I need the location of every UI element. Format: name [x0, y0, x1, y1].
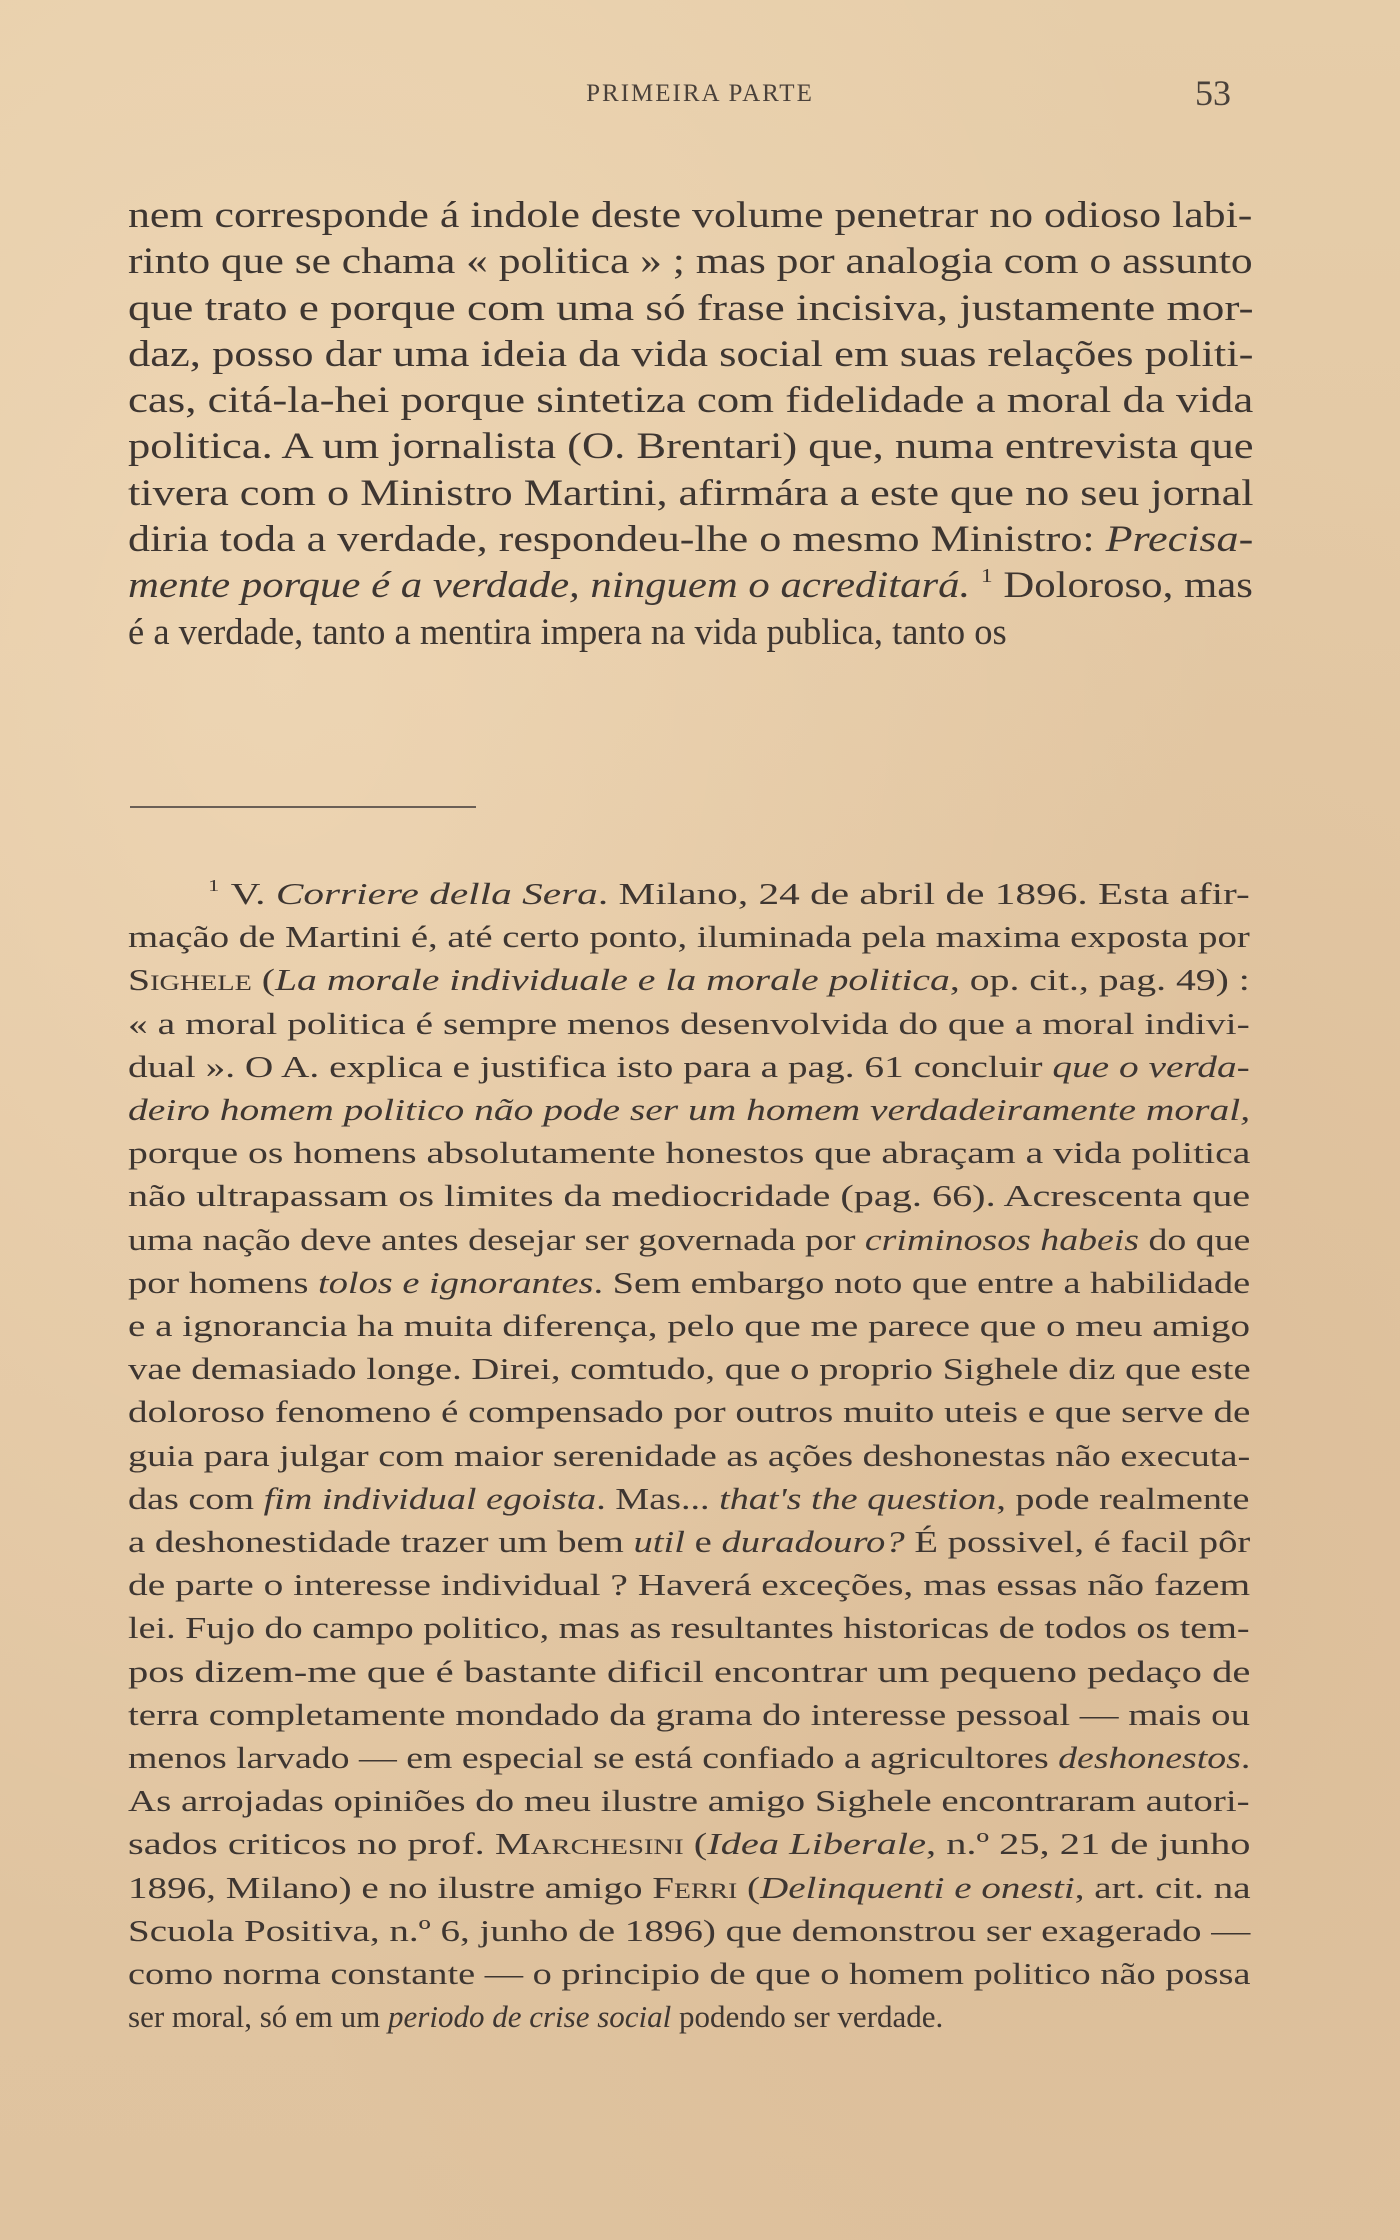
text-run: uma nação deve antes desejar ser governada por: [128, 1221, 865, 1257]
text-run: porque os homens absolutamente honestos que abraçam a vida politica: [128, 1135, 1251, 1171]
italic-text: util: [633, 1524, 685, 1560]
footnote-line: [128, 1218, 1250, 1261]
page-number: 53: [1195, 73, 1231, 113]
footnote-line: [128, 1952, 1250, 1995]
footnote-number: 1: [207, 876, 231, 896]
text-run: (: [737, 1869, 760, 1905]
text-run: (: [251, 962, 275, 998]
small-caps-name: Ferri: [652, 1869, 738, 1905]
running-head: PRIMEIRA PARTE: [586, 80, 814, 107]
text-run: como norma constante — o principio de que o homem politico não possa: [128, 1956, 1251, 1992]
body-line: [128, 377, 1253, 423]
text-run: , pode realmente: [996, 1480, 1250, 1516]
footnote-line: [128, 1606, 1250, 1649]
footnote-line: [128, 1909, 1250, 1952]
text-run: lei. Fujo do campo politico, mas as resultantes historicas de todos os tem-: [128, 1610, 1250, 1646]
body-line: [128, 516, 1253, 562]
footnote-block: [128, 872, 1250, 2038]
text-run: Scuola Positiva, n.º 6, junho de 1896) que demonstrou ser exagerado —: [128, 1912, 1251, 1948]
text-run: terra completamente mondado da grama do interesse pessoal — mais ou: [128, 1696, 1250, 1732]
text-run: tivera com o Ministro Martini, afirmára a este que no seu jornal: [128, 471, 1254, 513]
text-run: . Sem embargo noto que entre a habilidade: [593, 1264, 1251, 1300]
footnote-line: [128, 1477, 1250, 1520]
text-run: , n.º 25, 21 de junho: [926, 1826, 1251, 1862]
footnote-line: [128, 1563, 1250, 1606]
body-line: [128, 238, 1253, 284]
text-run: , op. cit., pag. 49) :: [949, 962, 1250, 998]
body-line: [128, 423, 1253, 469]
text-run: [970, 564, 981, 605]
small-caps-name: Marchesini: [494, 1826, 684, 1862]
text-run: guia para julgar com maior serenidade as ações deshonestas não executa-: [128, 1437, 1251, 1473]
text-run: menos larvado — em especial se está confiado a agricultores: [128, 1740, 1059, 1776]
text-run: não ultrapassam os limites da mediocridade (pag. 66). Acrescenta que: [128, 1178, 1251, 1214]
text-run: por homens: [128, 1264, 319, 1300]
text-run: do que: [1139, 1221, 1251, 1257]
italic-text: Corriere della Sera: [275, 876, 598, 911]
text-run: .: [1240, 1740, 1251, 1776]
footnote-line: [128, 1088, 1250, 1131]
footnote-line: [128, 1390, 1250, 1433]
text-run: que trato e porque com uma só frase incisiva, justamente mor-: [128, 286, 1254, 328]
italic-text: periodo de crise social: [388, 1999, 672, 2035]
body-line: [128, 192, 1253, 238]
text-run: dual ». O A. explica e justifica isto para a pag. 61 concluir: [128, 1048, 1053, 1084]
text-run: rinto que se chama « politica » ; mas por analogia com o assunto: [128, 240, 1253, 282]
footnote-line: [128, 1520, 1250, 1563]
italic-text: Delinquenti e onesti: [759, 1869, 1075, 1905]
text-run: 1896, Milano) e no ilustre amigo: [128, 1869, 653, 1905]
small-caps-name: Sighele: [128, 962, 252, 998]
text-run: As arrojadas opiniões do meu ilustre amigo Sighele encontraram autori-: [128, 1783, 1250, 1819]
text-run: de parte o interesse individual ? Haverá exceções, mas essas não fazem: [128, 1567, 1251, 1603]
footnote-line: [128, 1779, 1250, 1822]
text-run: é a verdade, tanto a mentira impera na vida publica, tanto os: [128, 610, 1007, 652]
text-run: mação de Martini é, até certo ponto, iluminada pela maxima exposta por: [128, 919, 1250, 955]
text-run: diria toda a verdade, respondeu-lhe o mesmo Ministro:: [128, 518, 1106, 560]
italic-text: tolos e ignorantes: [318, 1264, 594, 1300]
text-run: . Milano, 24 de abril de 1896. Esta afir-: [597, 876, 1250, 911]
footnote-line: [128, 1304, 1250, 1347]
footnote-line: [128, 1650, 1250, 1693]
text-run: ser moral, só em um: [128, 1999, 389, 2035]
body-line: [128, 285, 1253, 331]
text-run: doloroso fenomeno é compensado por outros muito uteis e que serve de: [128, 1394, 1251, 1430]
italic-text: Idea Liberale: [707, 1826, 927, 1862]
footnote-line: [128, 872, 1330, 915]
italic-text: mente porque é a verdade, ninguem o acreditará.: [128, 564, 971, 606]
footnote-line: [128, 1347, 1250, 1390]
footnote-line: [128, 1693, 1250, 1736]
text-run: e a ignorancia ha muita diferença, pelo que me parece que o meu amigo: [128, 1308, 1251, 1344]
italic-text: criminosos habeis: [864, 1221, 1140, 1257]
body-line: [128, 609, 1253, 655]
text-run: das com: [128, 1480, 264, 1516]
text-run: nem corresponde á indole deste volume penetrar no odioso labi-: [128, 194, 1253, 235]
footnote-line: [128, 1002, 1250, 1045]
text-run: podendo ser verdade.: [671, 1999, 944, 2035]
footnote-line: [128, 1866, 1250, 1909]
text-run: daz, posso dar uma ideia da vida social em suas relações politi-: [128, 332, 1254, 374]
footnote-reference: 1: [980, 565, 993, 588]
text-run: V.: [230, 876, 276, 911]
italic-text: deshonestos: [1058, 1740, 1241, 1776]
italic-text: Precisa-: [1105, 518, 1254, 560]
body-line: [128, 331, 1253, 377]
italic-text: deiro homem politico não pode ser um homem verdadeiramente moral,: [128, 1092, 1251, 1128]
text-run: . Mas...: [596, 1480, 720, 1516]
footnote-line: [128, 915, 1250, 958]
footnote-line: [128, 1434, 1250, 1477]
footnote-line: [128, 1736, 1250, 1779]
text-run: É possivel, é facil pôr: [904, 1524, 1251, 1560]
footnote-line: [128, 1261, 1250, 1304]
footnote-line: [128, 1995, 1250, 2038]
footnote-line: [128, 1131, 1250, 1174]
text-run: cas, citá-la-hei porque sintetiza com fidelidade a moral da vida: [128, 379, 1254, 421]
text-run: pos dizem-me que é bastante dificil encontrar um pequeno pedaço de: [128, 1653, 1251, 1689]
text-run: vae demasiado longe. Direi, comtudo, que o proprio Sighele diz que este: [128, 1351, 1251, 1387]
text-run: « a moral politica é sempre menos desenvolvida do que a moral indivi-: [128, 1005, 1250, 1041]
main-paragraph: [128, 192, 1253, 655]
text-run: , art. cit. na: [1074, 1869, 1251, 1905]
italic-text: duradouro?: [721, 1524, 905, 1560]
footnote-line: [128, 958, 1250, 1001]
text-run: e: [684, 1524, 722, 1560]
italic-text: que o verda-: [1052, 1048, 1250, 1084]
italic-text: La morale individuale e la morale politica: [274, 962, 950, 998]
footnote-line: [128, 1822, 1250, 1865]
text-run: (: [683, 1826, 708, 1862]
italic-text: fim individual egoista: [263, 1480, 597, 1516]
body-line: [128, 470, 1253, 516]
body-line: [128, 562, 1253, 608]
text-run: a deshonestidade trazer um bem: [128, 1524, 634, 1560]
text-run: sados criticos no prof.: [128, 1826, 495, 1862]
footnote-separator-rule: [130, 806, 476, 808]
text-run: politica. A um jornalista (O. Brentari) que, numa entrevista que: [128, 425, 1254, 467]
italic-text: that's the question: [719, 1480, 997, 1516]
footnote-line: [128, 1045, 1250, 1088]
text-run: Doloroso, mas: [992, 564, 1253, 606]
footnote-line: [128, 1174, 1250, 1217]
